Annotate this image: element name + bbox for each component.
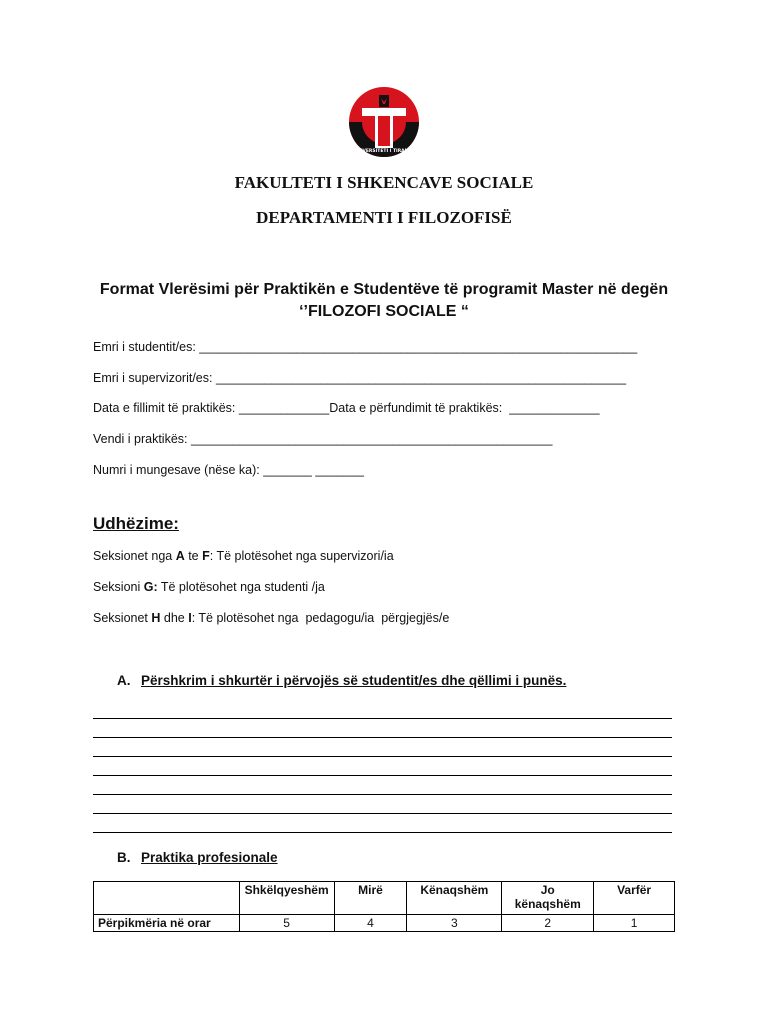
supervisor-name-field: Emri i supervizorit/es: ___________________________________________________________ (93, 371, 627, 385)
answer-line (93, 756, 672, 757)
faculty-name: FAKULTETI I SHKENCAVE SOCIALE (234, 173, 534, 192)
department-name: DEPARTAMENTI I FILOZOFISË (256, 208, 512, 227)
instruction-line-2: Seksioni G: Të plotësohet nga studenti /ja (93, 580, 325, 594)
table-row (94, 915, 675, 932)
section-b-title: Praktika profesionale (141, 850, 278, 865)
table-cell: 4 (334, 915, 407, 932)
form-title (60, 279, 708, 323)
table-header-cell: Varfër (594, 882, 675, 915)
table-row-label: Përpikmëria në orar (94, 915, 240, 932)
section-a-letter: A. (117, 673, 131, 688)
university-logo (348, 86, 420, 158)
table-header-row (94, 882, 675, 915)
practice-place-field: Vendi i praktikës: ____________________________________________________ (93, 432, 553, 446)
absences-field: Numri i mungesave (nëse ka): _______ _______ (93, 463, 365, 477)
practice-dates-field: Data e fillimit të praktikës: _____________Data e përfundimit të praktikës: _____________ (93, 401, 600, 415)
form-title-line1: Format Vlerësimi për Praktikën e Studentëve të programit Master në degën (99, 281, 669, 298)
instructions-heading: Udhëzime: (93, 514, 179, 533)
table-header-cell: Shkëlqyeshëm (239, 882, 334, 915)
student-name-field: Emri i studentit/es: _______________________________________________________________ (93, 340, 638, 354)
logo-text: UNIVERSITETI I TIRANËS (353, 149, 415, 154)
instruction-line-1: Seksionet nga A te F: Të plotësohet nga supervizori/ia (93, 549, 394, 563)
answer-line (93, 775, 672, 776)
answer-line (93, 832, 672, 833)
section-a-heading (117, 673, 566, 688)
table-header-cell (94, 882, 240, 915)
form-title-line2: ‘’FILOZOFI SOCIALE “ (299, 303, 469, 320)
table-header-cell: Kënaqshëm (407, 882, 502, 915)
answer-line (93, 794, 672, 795)
section-a-title: Përshkrim i shkurtër i përvojës së studentit/es dhe qëllimi i punës. (141, 673, 567, 688)
table-cell: 3 (407, 915, 502, 932)
university-seal-icon (348, 86, 420, 158)
section-b-letter: B. (117, 850, 131, 865)
rating-table (93, 881, 675, 932)
table-cell: 2 (502, 915, 594, 932)
instruction-line-3: Seksionet H dhe I: Të plotësohet nga pedagogu/ia përgjegjës/e (93, 611, 450, 625)
answer-line (93, 737, 672, 738)
table-cell: 1 (594, 915, 675, 932)
section-b-heading (117, 850, 278, 865)
table-cell: 5 (239, 915, 334, 932)
answer-line (93, 813, 672, 814)
table-header-cell: Mirë (334, 882, 407, 915)
table-header-cell: Jo kënaqshëm (502, 882, 594, 915)
answer-line (93, 718, 672, 719)
